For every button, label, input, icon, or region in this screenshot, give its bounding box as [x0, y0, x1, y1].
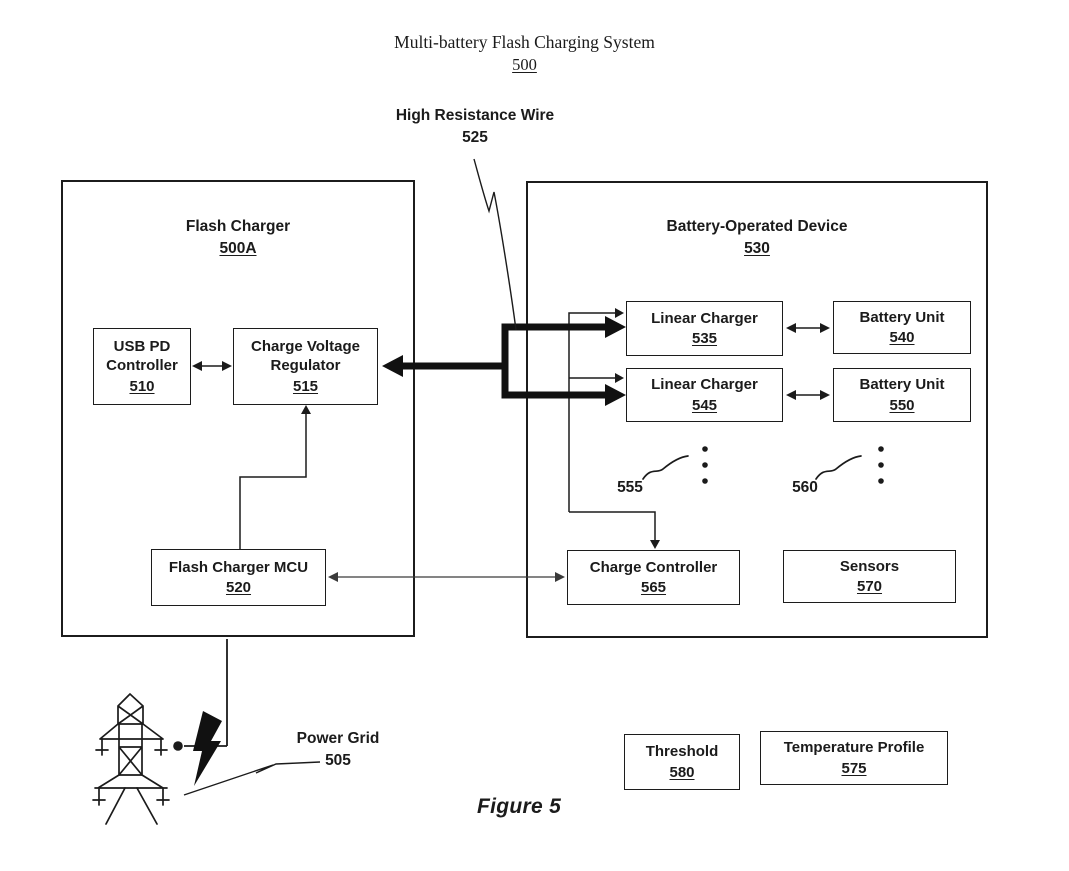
battery-unit-1-block [833, 301, 971, 354]
transmission-tower-icon [93, 694, 169, 824]
linear-charger-2-label: Linear Charger [651, 376, 758, 394]
battery-operated-device-header [526, 216, 988, 261]
high-resistance-wire-ref: 525 [462, 128, 488, 146]
power-grid-ref: 505 [325, 751, 351, 769]
battery-operated-device-label: Battery-Operated Device [666, 218, 848, 235]
figure-title-ref: 500 [512, 54, 537, 74]
sensors-block [783, 550, 956, 603]
battery-unit-2-label: Battery Unit [859, 376, 945, 394]
linear-charger-1-label: Linear Charger [651, 309, 758, 327]
linear-charger-2-ref: 545 [691, 396, 718, 414]
battery-unit-2-block [833, 368, 971, 422]
flash-charger-mcu-block [151, 549, 326, 606]
battery-unit-1-label: Battery Unit [859, 308, 945, 326]
figure-title [262, 31, 787, 75]
threshold-label: Threshold [645, 743, 719, 761]
temperature-profile-block [760, 731, 948, 785]
figure-title-text: Multi-battery Flash Charging System [394, 32, 655, 52]
figure-caption: Figure 5 [477, 795, 562, 818]
linear-charger-2-block [626, 368, 783, 422]
power-grid-node-dot [173, 741, 183, 751]
charge-controller-block [567, 550, 740, 605]
power-grid-label: Power Grid [296, 730, 380, 747]
battery-unit-2-ref: 550 [889, 396, 915, 414]
charge-controller-label: Charge Controller [589, 558, 718, 576]
temperature-profile-label: Temperature Profile [783, 739, 925, 757]
threshold-ref: 580 [669, 763, 695, 781]
flash-charger-label: Flash Charger [185, 218, 291, 235]
linear-charger-1-block [626, 301, 783, 356]
flash-charger-ref: 500A [219, 240, 257, 258]
linear-charger-1-ref: 535 [691, 330, 718, 347]
charge-voltage-regulator-ref: 515 [292, 377, 319, 395]
power-grid-annotation [290, 728, 386, 771]
high-resistance-wire-label: High Resistance Wire [395, 107, 555, 124]
threshold-block [624, 734, 740, 790]
sensors-label: Sensors [839, 557, 900, 575]
left-ellipsis-ref: 555 [617, 479, 643, 496]
sensors-ref: 570 [856, 578, 883, 595]
flash-charger-mcu-label: Flash Charger MCU [168, 558, 309, 576]
right-ellipsis-ref: 560 [792, 479, 818, 496]
usb-pd-controller-block [93, 328, 191, 405]
hrw-leader-line [474, 159, 516, 330]
flash-charger-header [61, 216, 415, 261]
lightning-bolt-icon [193, 711, 222, 786]
charge-voltage-regulator-label: Charge Voltage Regulator [251, 338, 360, 375]
battery-unit-1-ref: 540 [889, 329, 915, 346]
high-resistance-wire-annotation [395, 105, 555, 148]
temperature-profile-ref: 575 [841, 759, 867, 777]
battery-operated-device-ref: 530 [744, 240, 770, 258]
flash-charger-mcu-ref: 520 [225, 579, 252, 596]
usb-pd-controller-ref: 510 [129, 377, 155, 395]
charge-voltage-regulator-block [233, 328, 378, 405]
power-grid-feed-line [184, 639, 227, 746]
usb-pd-controller-label: USB PD Controller [106, 338, 178, 375]
charge-controller-ref: 565 [640, 579, 667, 596]
